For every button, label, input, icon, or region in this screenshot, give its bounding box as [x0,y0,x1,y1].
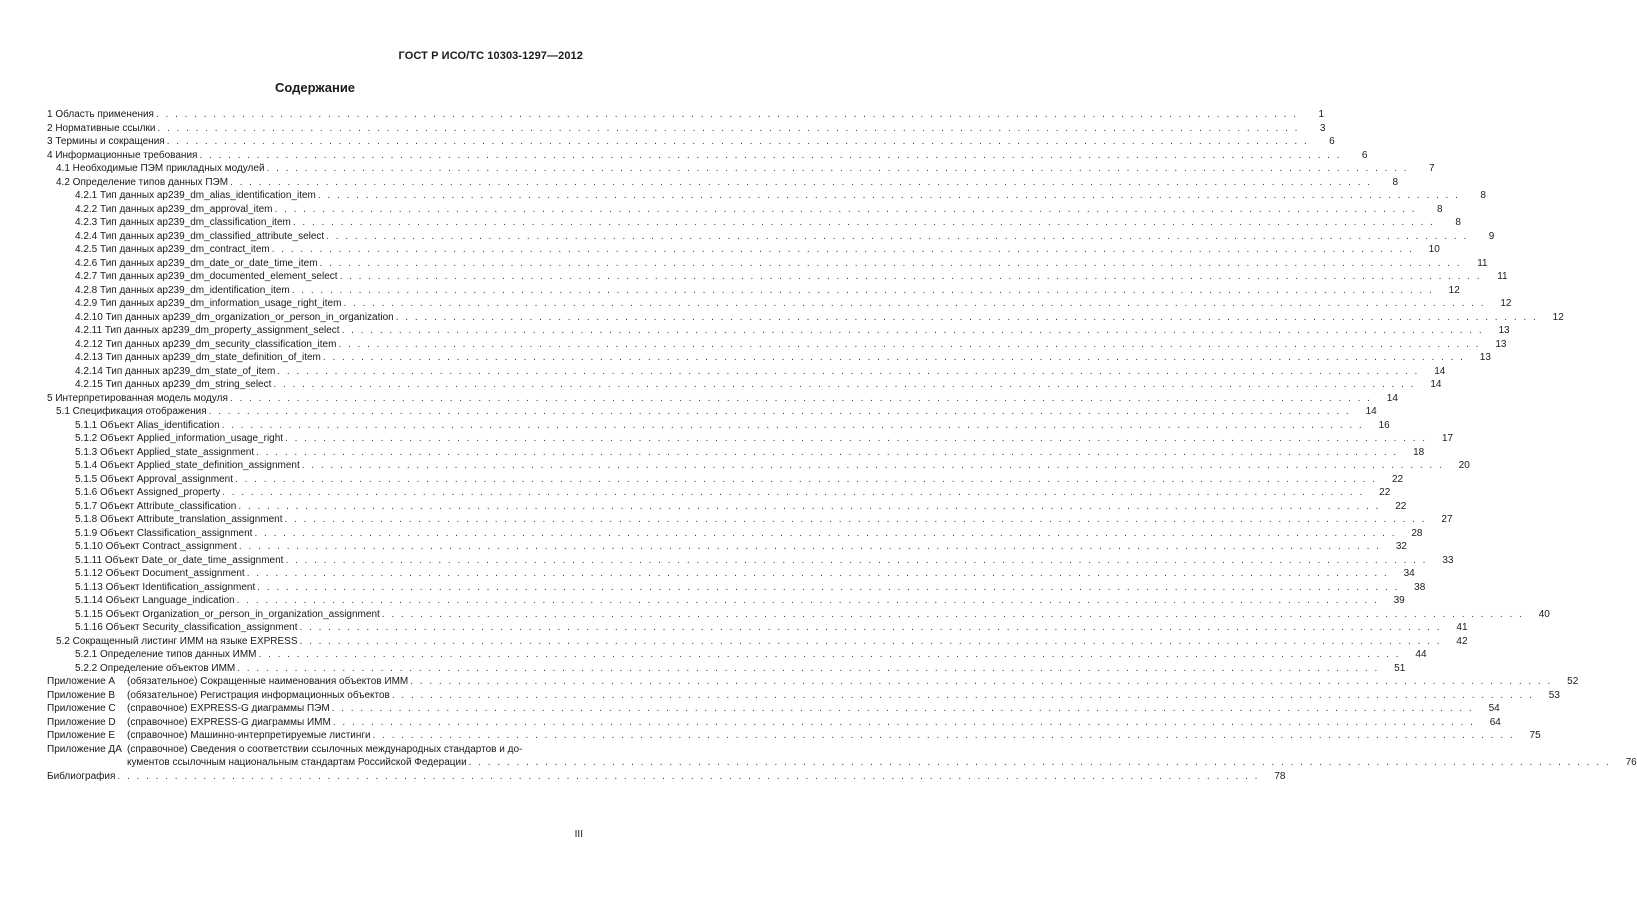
toc-entry-label [47,378,273,392]
toc-entry-label [47,311,396,325]
toc-page-number: 52 [1567,676,1579,687]
toc-entry-title: 2 Нормативные ссылки [47,122,156,134]
toc-page-number: 22 [1379,487,1391,498]
toc-entry[interactable] [47,581,1426,595]
toc-entry[interactable] [47,608,1550,622]
toc-entry[interactable] [47,230,1495,244]
toc-entry-label [47,135,167,149]
toc-entry-label [47,459,302,473]
toc-entry-title: 5.1.4 Объект Applied_state_definition_assignment [75,460,300,471]
toc-entry-title: 5.1.11 Объект Date_or_date_time_assignment [75,554,284,566]
toc-leader-dots: . . . . . . . . . . . . . . . . . . . . . . . . . . . . . . . . . . . . . . . . . . . . . . . . . . . . . . . . . . . . . . . . . . . . . . . . . . . . . . . . . . . . . . . . . . . . . . . . . . . . . . . . . . . . . . . . . . . . . . . . [257,581,1400,593]
toc-entry-label [47,257,320,271]
toc-entry-title: 5.1.16 Объект Security_classification_assignment [75,622,298,633]
toc-entry-label [47,324,342,338]
toc-entry-title: 5.2.2 Определение объектов ИММ [75,662,236,674]
toc-page-number: 13 [1498,325,1510,336]
toc-leader-dots: . . . . . . . . . . . . . . . . . . . . . . . . . . . . . . . . . . . . . . . . . . . . . . . . . . . . . . . . . . . . . . . . . . . . . . . . . . . . . . . . . . . . . . . . . . . . . . . . . . . . . . . . . . . . . . . . . . . . . . . . [273,379,1416,390]
toc-entry-label [47,270,340,284]
toc-entry-title: 4.1 Необходимые ПЭМ прикладных модулей [56,163,265,174]
toc-entry[interactable] [47,338,1507,352]
toc-page-number: 1 [1318,109,1324,120]
toc-entry[interactable] [47,392,1398,406]
toc-entry-label [47,216,293,230]
toc-page-number: 6 [1361,149,1368,161]
toc-page-number: 14 [1434,365,1446,377]
toc-entry[interactable] [47,216,1461,230]
toc-entry-label [47,365,277,379]
toc-entry-title: 5.1.9 Объект Classification_assignment [75,527,253,539]
toc-entry-label [47,729,373,743]
toc-leader-dots: . . . . . . . . . . . . . . . . . . . . . . . . . . . . . . . . . . . . . . . . . . . . . . . . . . . . . . . . . . . . . . . . . . . . . . . . . . . . . . . . . . . . . . . . . . . . . . . . . . . . . . . . . . . . . . . . . . . . . . . . [391,689,1534,701]
toc-entry-title: 4 Информационные требования [47,149,198,161]
toc-entry-prefix: Приложение ДА [47,743,122,755]
toc-entry[interactable] [47,473,1404,487]
toc-page-number: 13 [1495,338,1507,350]
toc-leader-dots: . . . . . . . . . . . . . . . . . . . . . . . . . . . . . . . . . . . . . . . . . . . . . . . . . . . . . . . . . . . . . . . . . . . . . . . . . . . . . . . . . . . . . . . . . . . . . . . . . . . . . . . . . . . . . . . . . . . . . . . . [322,352,1465,363]
toc-entry-title: 4.2.9 Тип данных ap239_dm_information_usage_right_item [75,298,342,309]
toc-leader-dots: . . . . . . . . . . . . . . . . . . . . . . . . . . . . . . . . . . . . . . . . . . . . . . . . . . . . . . . . . . . . . . . . . . . . . . . . . . . . . . . . . . . . . . . . . . . . . . . . . . . . . . . . . . . . . . . . . . . . . . . . [274,203,1417,215]
toc-page-number: 3 [1319,122,1326,134]
toc-leader-dots: . . . . . . . . . . . . . . . . . . . . . . . . . . . . . . . . . . . . . . . . . . . . . . . . . . . . . . . . . . . . . . . . . . . . . . . . . . . . . . . . . . . . . . . . . . . . . . . . . . . . . . . . . . . . . . . . . . . . . . . . [254,527,1397,539]
toc-leader-dots: . . . . . . . . . . . . . . . . . . . . . . . . . . . . . . . . . . . . . . . . . . . . . . . . . . . . . . . . . . . . . . . . . . . . . . . . . . . . . . . . . . . . . . . . . . . . . . . . . . . . . . . . . . . . . . . . . . . . . . . . [271,244,1414,255]
toc-leader-dots: . . . . . . . . . . . . . . . . . . . . . . . . . . . . . . . . . . . . . . . . . . . . . . . . . . . . . . . . . . . . . . . . . . . . . . . . . . . . . . . . . . . . . . . . . . . . . . . . . . . . . . . . . . . . . . . . . . . . . . . . [468,757,1611,768]
toc-leader-dots: . . . . . . . . . . . . . . . . . . . . . . . . . . . . . . . . . . . . . . . . . . . . . . . . . . . . . . . . . . . . . . . . . . . . . . . . . . . . . . . . . . . . . . . . . . . . . . . . . . . . . . . . . . . . . . . . . . . . . . . . [291,284,1434,296]
toc-page-number: 27 [1441,514,1453,525]
toc-leader-dots: . . . . . . . . . . . . . . . . . . . . . . . . . . . . . . . . . . . . . . . . . . . . . . . . . . . . . . . . . . . . . . . . . . . . . . . . . . . . . . . . . . . . . . . . . . . . . . . . . . . . . . . . . . . . . . . . . . . . . . . . [338,338,1481,350]
toc-leader-dots: . . . . . . . . . . . . . . . . . . . . . . . . . . . . . . . . . . . . . . . . . . . . . . . . . . . . . . . . . . . . . . . . . . . . . . . . . . . . . . . . . . . . . . . . . . . . . . . . . . . . . . . . . . . . . . . . . . . . . . . . [292,217,1435,228]
toc-entry-title: Библиография [47,770,116,782]
toc-entry[interactable] [47,594,1405,608]
toc-entry-label [47,189,318,203]
toc-entry[interactable] [47,162,1435,176]
toc-entry-label [47,473,235,487]
toc-page-number: 14 [1365,406,1377,417]
toc-entry-title: 4.2.13 Тип данных ap239_dm_state_definition_of_item [75,352,321,363]
toc-entry[interactable] [47,257,1488,271]
toc-leader-dots: . . . . . . . . . . . . . . . . . . . . . . . . . . . . . . . . . . . . . . . . . . . . . . . . . . . . . . . . . . . . . . . . . . . . . . . . . . . . . . . . . . . . . . . . . . . . . . . . . . . . . . . . . . . . . . . . . . . . . . . . [155,109,1298,120]
toc-entry-title: 5.1.5 Объект Approval_assignment [75,473,234,485]
toc-entry-title: 4.2.12 Тип данных ap239_dm_security_classification_item [75,338,337,350]
toc-entry-label [47,243,272,257]
toc-entry-prefix: Приложение D [47,716,116,728]
toc-entry-title: 4.2 Определение типов данных ПЭМ [56,176,229,188]
toc-entry-prefix: Приложение С [47,703,116,714]
toc-leader-dots: . . . . . . . . . . . . . . . . . . . . . . . . . . . . . . . . . . . . . . . . . . . . . . . . . . . . . . . . . . . . . . . . . . . . . . . . . . . . . . . . . . . . . . . . . . . . . . . . . . . . . . . . . . . . . . . . . . . . . . . . [199,149,1342,161]
toc-entry[interactable] [47,648,1427,662]
toc-entry[interactable] [47,270,1508,284]
toc-entry-title: 5.1.14 Объект Language_indication [75,595,235,606]
toc-leader-dots: . . . . . . . . . . . . . . . . . . . . . . . . . . . . . . . . . . . . . . . . . . . . . . . . . . . . . . . . . . . . . . . . . . . . . . . . . . . . . . . . . . . . . . . . . . . . . . . . . . . . . . . . . . . . . . . . . . . . . . . . [238,500,1381,512]
toc-entry-title: 4.2.14 Тип данных ap239_dm_state_of_item [75,365,276,377]
toc-entry[interactable] [47,135,1335,149]
toc-entry-title: (справочное) Машинно-интерпретируемые листинги [127,730,371,741]
toc-entry-label [47,446,256,460]
toc-entry-title: 5.2 Сокращенный листинг ИММ на языке EXPRESS [56,635,298,647]
toc-page-number: 22 [1391,473,1404,485]
toc-entry-label [47,554,285,568]
toc-entry-title: (справочное) EXPRESS-G диаграммы ПЭМ [127,703,330,714]
toc-entry[interactable] [47,729,1541,743]
toc-leader-dots: . . . . . . . . . . . . . . . . . . . . . . . . . . . . . . . . . . . . . . . . . . . . . . . . . . . . . . . . . . . . . . . . . . . . . . . . . . . . . . . . . . . . . . . . . . . . . . . . . . . . . . . . . . . . . . . . . . . . . . . . [235,473,1378,485]
toc-leader-dots: . . . . . . . . . . . . . . . . . . . . . . . . . . . . . . . . . . . . . . . . . . . . . . . . . . . . . . . . . . . . . . . . . . . . . . . . . . . . . . . . . . . . . . . . . . . . . . . . . . . . . . . . . . . . . . . . . . . . . . . . [285,554,1428,566]
toc-entry-label [47,675,410,689]
toc-page-number: 14 [1386,392,1398,404]
toc-entry-label [47,419,222,433]
toc-entry[interactable] [47,432,1454,446]
toc-leader-dots: . . . . . . . . . . . . . . . . . . . . . . . . . . . . . . . . . . . . . . . . . . . . . . . . . . . . . . . . . . . . . . . . . . . . . . . . . . . . . . . . . . . . . . . . . . . . . . . . . . . . . . . . . . . . . . . . . . . . . . . . [237,662,1380,674]
toc-entry[interactable] [47,378,1442,392]
toc-entry-title: 4.2.8 Тип данных ap239_dm_identification_item [75,284,290,296]
toc-page-number: 14 [1430,379,1442,390]
toc-leader-dots: . . . . . . . . . . . . . . . . . . . . . . . . . . . . . . . . . . . . . . . . . . . . . . . . . . . . . . . . . . . . . . . . . . . . . . . . . . . . . . . . . . . . . . . . . . . . . . . . . . . . . . . . . . . . . . . . . . . . . . . . [343,298,1486,309]
toc-page-number: 20 [1458,460,1470,471]
toc-page-number: 11 [1477,257,1488,269]
toc-page-number: 44 [1415,649,1427,660]
toc-leader-dots: . . . . . . . . . . . . . . . . . . . . . . . . . . . . . . . . . . . . . . . . . . . . . . . . . . . . . . . . . . . . . . . . . . . . . . . . . . . . . . . . . . . . . . . . . . . . . . . . . . . . . . . . . . . . . . . . . . . . . . . . [246,568,1389,579]
page-number: III [574,829,583,840]
toc-entry-title: 5.1.3 Объект Applied_state_assignment [75,446,255,458]
toc-page-number: 39 [1393,595,1405,606]
toc-leader-dots: . . . . . . . . . . . . . . . . . . . . . . . . . . . . . . . . . . . . . . . . . . . . . . . . . . . . . . . . . . . . . . . . . . . . . . . . . . . . . . . . . . . . . . . . . . . . . . . . . . . . . . . . . . . . . . . . . . . . . . . . [341,325,1484,336]
toc-leader-dots: . . . . . . . . . . . . . . . . . . . . . . . . . . . . . . . . . . . . . . . . . . . . . . . . . . . . . . . . . . . . . . . . . . . . . . . . . . . . . . . . . . . . . . . . . . . . . . . . . . . . . . . . . . . . . . . . . . . . . . . . [256,446,1399,458]
toc-page-number: 54 [1488,703,1500,714]
toc-leader-dots: . . . . . . . . . . . . . . . . . . . . . . . . . . . . . . . . . . . . . . . . . . . . . . . . . . . . . . . . . . . . . . . . . . . . . . . . . . . . . . . . . . . . . . . . . . . . . . . . . . . . . . . . . . . . . . . . . . . . . . . . [238,541,1381,552]
toc-leader-dots: . . . . . . . . . . . . . . . . . . . . . . . . . . . . . . . . . . . . . . . . . . . . . . . . . . . . . . . . . . . . . . . . . . . . . . . . . . . . . . . . . . . . . . . . . . . . . . . . . . . . . . . . . . . . . . . . . . . . . . . . [284,514,1427,525]
toc-entry-label [47,540,239,554]
toc-page-number: 10 [1428,244,1440,255]
toc-page-number: 51 [1394,662,1406,674]
toc-entry[interactable] [47,149,1368,163]
toc-entry-label [47,176,230,190]
table-of-contents [47,108,1637,783]
toc-leader-dots: . . . . . . . . . . . . . . . . . . . . . . . . . . . . . . . . . . . . . . . . . . . . . . . . . . . . . . . . . . . . . . . . . . . . . . . . . . . . . . . . . . . . . . . . . . . . . . . . . . . . . . . . . . . . . . . . . . . . . . . . [317,190,1460,201]
toc-page-number: 8 [1436,203,1443,215]
toc-entry[interactable] [47,311,1564,325]
toc-entry-title: 5.1.15 Объект Organization_or_person_in_organization_assignment [75,608,380,620]
toc-leader-dots: . . . . . . . . . . . . . . . . . . . . . . . . . . . . . . . . . . . . . . . . . . . . . . . . . . . . . . . . . . . . . . . . . . . . . . . . . . . . . . . . . . . . . . . . . . . . . . . . . . . . . . . . . . . . . . . . . . . . . . . . [326,230,1469,242]
toc-leader-dots: . . . . . . . . . . . . . . . . . . . . . . . . . . . . . . . . . . . . . . . . . . . . . . . . . . . . . . . . . . . . . . . . . . . . . . . . . . . . . . . . . . . . . . . . . . . . . . . . . . . . . . . . . . . . . . . . . . . . . . . . [157,122,1300,134]
toc-page-number: 18 [1413,446,1425,458]
toc-entry-label [47,662,237,676]
toc-entry[interactable] [47,635,1468,649]
toc-entry-title: 4.2.4 Тип данных ap239_dm_classified_attribute_select [75,230,325,242]
toc-entry-line [47,743,522,757]
toc-leader-dots: . . . . . . . . . . . . . . . . . . . . . . . . . . . . . . . . . . . . . . . . . . . . . . . . . . . . . . . . . . . . . . . . . . . . . . . . . . . . . . . . . . . . . . . . . . . . . . . . . . . . . . . . . . . . . . . . . . . . . . . . [166,136,1309,147]
toc-entry[interactable] [47,716,1501,730]
toc-page-number: 41 [1456,622,1468,633]
toc-leader-dots: . . . . . . . . . . . . . . . . . . . . . . . . . . . . . . . . . . . . . . . . . . . . . . . . . . . . . . . . . . . . . . . . . . . . . . . . . . . . . . . . . . . . . . . . . . . . . . . . . . . . . . . . . . . . . . . . . . . . . . . . [221,419,1364,431]
toc-page-number: 17 [1441,433,1454,444]
toc-entry[interactable] [47,176,1399,190]
toc-page-number: 8 [1455,217,1461,228]
toc-leader-dots: . . . . . . . . . . . . . . . . . . . . . . . . . . . . . . . . . . . . . . . . . . . . . . . . . . . . . . . . . . . . . . . . . . . . . . . . . . . . . . . . . . . . . . . . . . . . . . . . . . . . . . . . . . . . . . . . . . . . . . . . [117,770,1260,782]
toc-entry-title: 3 Термины и сокращения [47,136,165,147]
toc-entry-label [47,297,343,311]
toc-page-number: 16 [1378,419,1390,431]
toc-page-number: 8 [1480,190,1486,201]
toc-leader-dots: . . . . . . . . . . . . . . . . . . . . . . . . . . . . . . . . . . . . . . . . . . . . . . . . . . . . . . . . . . . . . . . . . . . . . . . . . . . . . . . . . . . . . . . . . . . . . . . . . . . . . . . . . . . . . . . . . . . . . . . . [381,608,1524,620]
toc-page-number: 11 [1497,271,1508,282]
toc-entry-title-continued [47,756,469,770]
toc-entry[interactable] [47,284,1460,298]
toc-leader-dots: . . . . . . . . . . . . . . . . . . . . . . . . . . . . . . . . . . . . . . . . . . . . . . . . . . . . . . . . . . . . . . . . . . . . . . . . . . . . . . . . . . . . . . . . . . . . . . . . . . . . . . . . . . . . . . . . . . . . . . . . [299,622,1442,633]
toc-entry-label [47,284,292,298]
toc-page-number: 76 [1625,757,1637,768]
toc-entry[interactable] [47,540,1407,554]
toc-entry-title: 5.1.12 Объект Document_assignment [75,568,245,579]
toc-entry-title: 5 Интерпретированная модель модуля [47,392,228,404]
toc-entry[interactable] [47,662,1406,676]
toc-leader-dots: . . . . . . . . . . . . . . . . . . . . . . . . . . . . . . . . . . . . . . . . . . . . . . . . . . . . . . . . . . . . . . . . . . . . . . . . . . . . . . . . . . . . . . . . . . . . . . . . . . . . . . . . . . . . . . . . . . . . . . . . [395,311,1538,323]
toc-entry-label [47,230,326,244]
toc-entry-title: (обязательное) Регистрация информационных объектов [127,689,390,701]
toc-entry-title: 5.1.7 Объект Attribute_classification [75,500,237,512]
toc-entry-label [47,648,259,662]
toc-entry[interactable] [47,189,1486,203]
toc-entry-label [47,122,157,136]
toc-entry[interactable] [47,702,1500,716]
toc-entry-title: 4.2.2 Тип данных ap239_dm_approval_item [75,203,273,215]
toc-entry-label [47,203,275,217]
toc-leader-dots: . . . . . . . . . . . . . . . . . . . . . . . . . . . . . . . . . . . . . . . . . . . . . . . . . . . . . . . . . . . . . . . . . . . . . . . . . . . . . . . . . . . . . . . . . . . . . . . . . . . . . . . . . . . . . . . . . . . . . . . . [222,487,1365,498]
toc-page-number: 22 [1395,500,1407,512]
toc-entry[interactable] [47,243,1440,257]
toc-page-number: 6 [1329,136,1335,147]
toc-page-number: 53 [1548,689,1560,701]
toc-entry[interactable] [47,297,1512,311]
toc-entry[interactable] [47,567,1415,581]
toc-entry-label [47,716,333,730]
toc-leader-dots: . . . . . . . . . . . . . . . . . . . . . . . . . . . . . . . . . . . . . . . . . . . . . . . . . . . . . . . . . . . . . . . . . . . . . . . . . . . . . . . . . . . . . . . . . . . . . . . . . . . . . . . . . . . . . . . . . . . . . . . . [339,271,1482,282]
toc-entry[interactable] [47,621,1468,635]
toc-entry-title: (справочное) Сведения о соответствии ссылочных международных стандартов и до- [127,743,523,755]
toc-entry[interactable] [47,459,1470,473]
toc-entry-label [47,486,222,500]
toc-entry[interactable] [47,419,1390,433]
toc-entry-label [47,405,209,419]
toc-entry-title: 5.1.6 Объект Assigned_property [75,487,221,498]
toc-entry-label [47,567,247,581]
toc-page-number: 40 [1538,608,1550,620]
toc-leader-dots: . . . . . . . . . . . . . . . . . . . . . . . . . . . . . . . . . . . . . . . . . . . . . . . . . . . . . . . . . . . . . . . . . . . . . . . . . . . . . . . . . . . . . . . . . . . . . . . . . . . . . . . . . . . . . . . . . . . . . . . . [372,730,1515,741]
toc-entry-title: 5.1 Спецификация отображения [56,406,207,417]
toc-entry-title: 4.2.1 Тип данных ap239_dm_alias_identification_item [75,190,316,201]
toc-page-number: 9 [1488,230,1495,242]
document-header: ГОСТ Р ИСО/ТС 10303-1297—2012 [398,50,583,62]
toc-entry-title: 5.2.1 Определение типов данных ИММ [75,649,257,660]
toc-entry-label [47,513,285,527]
toc-entry-label [47,351,323,365]
toc-page-number: 7 [1429,163,1435,174]
toc-entry-label [47,702,332,716]
toc-entry-title: 5.1.1 Объект Alias_identification [75,419,220,431]
toc-entry-label [47,581,257,595]
toc-page-number: 28 [1411,527,1423,539]
toc-page-number: 8 [1392,176,1399,188]
toc-entry-label [47,392,230,406]
toc-entry-label [47,149,199,163]
toc-page-number: 12 [1500,298,1512,309]
toc-page-number: 42 [1456,635,1468,647]
toc-entry-prefix: Приложение А [47,676,116,687]
toc-page-number: 32 [1395,541,1407,552]
toc-page-number: 12 [1552,311,1564,323]
toc-entry-label [47,108,156,122]
toc-entry[interactable] [47,324,1510,338]
toc-leader-dots: . . . . . . . . . . . . . . . . . . . . . . . . . . . . . . . . . . . . . . . . . . . . . . . . . . . . . . . . . . . . . . . . . . . . . . . . . . . . . . . . . . . . . . . . . . . . . . . . . . . . . . . . . . . . . . . . . . . . . . . . [236,595,1379,606]
toc-entry[interactable] [47,122,1326,136]
toc-entry[interactable] [47,405,1377,419]
toc-leader-dots: . . . . . . . . . . . . . . . . . . . . . . . . . . . . . . . . . . . . . . . . . . . . . . . . . . . . . . . . . . . . . . . . . . . . . . . . . . . . . . . . . . . . . . . . . . . . . . . . . . . . . . . . . . . . . . . . . . . . . . . . [266,163,1409,174]
toc-entry-prefix: Приложение В [47,689,116,701]
toc-entry-title: 5.1.10 Объект Contract_assignment [75,541,237,552]
toc-entry-title-text: кументов ссылочным национальным стандартам Российской Федерации [127,757,467,768]
toc-entry-label [47,432,285,446]
toc-leader-dots: . . . . . . . . . . . . . . . . . . . . . . . . . . . . . . . . . . . . . . . . . . . . . . . . . . . . . . . . . . . . . . . . . . . . . . . . . . . . . . . . . . . . . . . . . . . . . . . . . . . . . . . . . . . . . . . . . . . . . . . . [331,703,1474,714]
toc-page-number: 78 [1274,770,1286,782]
toc-entry[interactable] [47,689,1560,703]
toc-entry-label [47,527,254,541]
toc-leader-dots: . . . . . . . . . . . . . . . . . . . . . . . . . . . . . . . . . . . . . . . . . . . . . . . . . . . . . . . . . . . . . . . . . . . . . . . . . . . . . . . . . . . . . . . . . . . . . . . . . . . . . . . . . . . . . . . . . . . . . . . . [332,716,1475,728]
toc-entry-title: 4.2.6 Тип данных ap239_dm_date_or_date_time_item [75,257,318,269]
toc-entry[interactable] [47,770,1286,784]
toc-entry-title: 4.2.7 Тип данных ap239_dm_documented_element_select [75,271,338,282]
toc-entry-label [47,594,237,608]
toc-page-number: 38 [1414,581,1426,593]
toc-entry[interactable] [47,743,1637,770]
toc-entry-prefix: Приложение Е [47,730,116,741]
toc-entry-title: 4.2.15 Тип данных ap239_dm_string_select [75,379,272,390]
toc-leader-dots: . . . . . . . . . . . . . . . . . . . . . . . . . . . . . . . . . . . . . . . . . . . . . . . . . . . . . . . . . . . . . . . . . . . . . . . . . . . . . . . . . . . . . . . . . . . . . . . . . . . . . . . . . . . . . . . . . . . . . . . . [319,257,1462,269]
toc-entry[interactable] [47,203,1443,217]
toc-page-number: 12 [1448,284,1460,296]
toc-leader-dots: . . . . . . . . . . . . . . . . . . . . . . . . . . . . . . . . . . . . . . . . . . . . . . . . . . . . . . . . . . . . . . . . . . . . . . . . . . . . . . . . . . . . . . . . . . . . . . . . . . . . . . . . . . . . . . . . . . . . . . . . [285,433,1428,444]
toc-leader-dots: . . . . . . . . . . . . . . . . . . . . . . . . . . . . . . . . . . . . . . . . . . . . . . . . . . . . . . . . . . . . . . . . . . . . . . . . . . . . . . . . . . . . . . . . . . . . . . . . . . . . . . . . . . . . . . . . . . . . . . . . [230,176,1373,188]
toc-page-number: 34 [1403,568,1415,579]
toc-page-number: 64 [1489,716,1501,728]
toc-leader-dots: . . . . . . . . . . . . . . . . . . . . . . . . . . . . . . . . . . . . . . . . . . . . . . . . . . . . . . . . . . . . . . . . . . . . . . . . . . . . . . . . . . . . . . . . . . . . . . . . . . . . . . . . . . . . . . . . . . . . . . . . [410,676,1553,687]
toc-leader-dots: . . . . . . . . . . . . . . . . . . . . . . . . . . . . . . . . . . . . . . . . . . . . . . . . . . . . . . . . . . . . . . . . . . . . . . . . . . . . . . . . . . . . . . . . . . . . . . . . . . . . . . . . . . . . . . . . . . . . . . . . [258,649,1401,660]
toc-leader-dots: . . . . . . . . . . . . . . . . . . . . . . . . . . . . . . . . . . . . . . . . . . . . . . . . . . . . . . . . . . . . . . . . . . . . . . . . . . . . . . . . . . . . . . . . . . . . . . . . . . . . . . . . . . . . . . . . . . . . . . . . [229,392,1372,404]
toc-entry[interactable] [47,513,1453,527]
toc-leader-dots: . . . . . . . . . . . . . . . . . . . . . . . . . . . . . . . . . . . . . . . . . . . . . . . . . . . . . . . . . . . . . . . . . . . . . . . . . . . . . . . . . . . . . . . . . . . . . . . . . . . . . . . . . . . . . . . . . . . . . . . . [299,635,1442,647]
toc-entry-title: 1 Область применения [47,109,154,120]
toc-entry[interactable] [47,351,1491,365]
toc-entry-title: 4.2.11 Тип данных ap239_dm_property_assignment_select [75,325,340,336]
toc-entry-title: 4.2.3 Тип данных ap239_dm_classification_item [75,217,291,228]
toc-entry-label [47,338,338,352]
toc-entry[interactable] [47,527,1423,541]
page-title: Содержание [274,80,356,95]
toc-page-number: 33 [1442,554,1454,566]
toc-entry-title: (обязательное) Сокращенные наименования объектов ИММ [127,676,409,687]
toc-entry[interactable] [47,108,1324,122]
toc-entry-label [47,621,300,635]
toc-entry-title: 5.1.8 Объект Attribute_translation_assignment [75,514,283,525]
toc-entry[interactable] [47,486,1391,500]
toc-entry[interactable] [47,554,1454,568]
toc-entry-title: 5.1.13 Объект Identification_assignment [75,581,256,593]
toc-entry-label [47,608,382,622]
toc-entry[interactable] [47,675,1579,689]
toc-entry-label [47,500,238,514]
toc-entry-label [47,635,300,649]
toc-entry-title: 5.1.2 Объект Applied_information_usage_right [75,433,284,444]
toc-entry[interactable] [47,446,1425,460]
toc-entry-label [47,162,267,176]
toc-entry-label [47,689,392,703]
toc-entry[interactable] [47,500,1407,514]
toc-entry-title: 4.2.10 Тип данных ap239_dm_organization_or_person_in_organization [75,311,394,323]
toc-entry-title: 4.2.5 Тип данных ap239_dm_contract_item [75,244,270,255]
toc-leader-dots: . . . . . . . . . . . . . . . . . . . . . . . . . . . . . . . . . . . . . . . . . . . . . . . . . . . . . . . . . . . . . . . . . . . . . . . . . . . . . . . . . . . . . . . . . . . . . . . . . . . . . . . . . . . . . . . . . . . . . . . . [301,460,1444,471]
toc-entry[interactable] [47,365,1446,379]
toc-entry-label [47,770,117,784]
toc-leader-dots: . . . . . . . . . . . . . . . . . . . . . . . . . . . . . . . . . . . . . . . . . . . . . . . . . . . . . . . . . . . . . . . . . . . . . . . . . . . . . . . . . . . . . . . . . . . . . . . . . . . . . . . . . . . . . . . . . . . . . . . . [208,406,1351,417]
toc-page-number: 13 [1479,352,1491,363]
toc-leader-dots: . . . . . . . . . . . . . . . . . . . . . . . . . . . . . . . . . . . . . . . . . . . . . . . . . . . . . . . . . . . . . . . . . . . . . . . . . . . . . . . . . . . . . . . . . . . . . . . . . . . . . . . . . . . . . . . . . . . . . . . . [277,365,1420,377]
toc-page-number: 75 [1529,730,1541,741]
toc-entry-title: (справочное) EXPRESS-G диаграммы ИММ [127,716,331,728]
